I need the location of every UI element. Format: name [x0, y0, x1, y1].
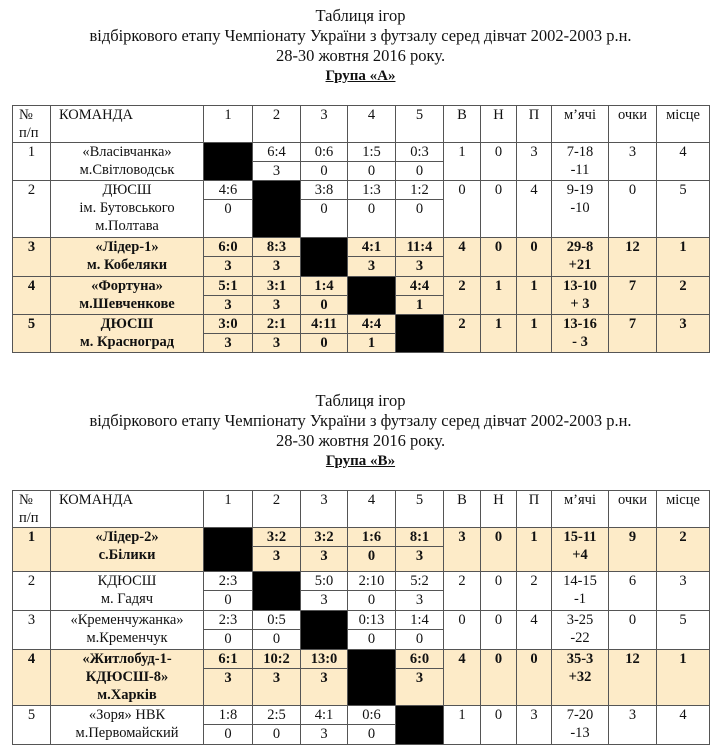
match-cell: [204, 650, 253, 706]
match-score: 0:6: [362, 707, 381, 723]
match-score: 0:3: [410, 144, 429, 160]
group-b-heading: [0, 391, 721, 471]
match-cell: [396, 181, 444, 238]
wins: 2: [444, 277, 481, 315]
match-score: 5:1: [218, 278, 238, 294]
match-points: 0: [253, 724, 300, 743]
row-number: 4: [13, 650, 51, 706]
header-vs-2: 2: [253, 491, 301, 528]
place: 2: [657, 277, 710, 315]
match-cell: [301, 706, 348, 745]
goal-difference: +4: [572, 547, 588, 563]
match-score: 0:13: [358, 612, 385, 628]
match-points: 0: [348, 724, 395, 743]
draws: 1: [481, 315, 517, 353]
goal-difference: -11: [570, 162, 590, 178]
match-cell: [253, 143, 301, 181]
match-points: 0: [204, 199, 252, 218]
match-points: 0: [348, 199, 395, 218]
header-number: № п/п: [13, 491, 51, 528]
goal-difference: +21: [568, 257, 592, 273]
match-points: 3: [204, 256, 252, 275]
team-row: [13, 143, 710, 181]
header-vs-4: 4: [348, 491, 396, 528]
match-score: 2:1: [266, 316, 287, 332]
row-number: 3: [13, 238, 51, 277]
goal-difference: -13: [570, 725, 590, 741]
losses: 2: [517, 572, 552, 611]
group-b-table: [12, 490, 710, 745]
match-cell: [301, 143, 348, 181]
match-score: 3:8: [314, 182, 334, 198]
match-cell: [396, 277, 444, 315]
goals-ratio: 13-16: [563, 316, 597, 332]
points: 3: [609, 143, 657, 181]
goals-ratio: 3-25: [566, 612, 594, 628]
goal-difference: -10: [570, 200, 590, 216]
match-points: 3: [396, 668, 443, 687]
team-name: КДЮСШ м. Гадяч: [51, 572, 204, 611]
match-score: 5:0: [314, 573, 334, 589]
match-cell: [348, 315, 396, 353]
header-place: місце: [657, 491, 710, 528]
points: 0: [609, 181, 657, 238]
place: 1: [657, 238, 710, 277]
points: 3: [609, 706, 657, 745]
points: 9: [609, 528, 657, 572]
wins: 1: [444, 706, 481, 745]
match-score: 4:6: [218, 182, 238, 198]
match-points: 0: [348, 546, 395, 565]
header-vs-4: 4: [348, 106, 396, 143]
match-cell: [396, 611, 444, 650]
self-match-cell: [396, 315, 444, 353]
match-cell: [204, 611, 253, 650]
match-score: 1:4: [410, 612, 429, 628]
match-cell: [396, 572, 444, 611]
heading-title: Таблиця ігор: [315, 6, 406, 25]
heading-dates: 28-30 жовтня 2016 року.: [275, 431, 446, 450]
match-points: 1: [348, 333, 395, 352]
goals: [552, 181, 609, 238]
team-row: [13, 528, 710, 572]
wins: 1: [444, 143, 481, 181]
place: 5: [657, 181, 710, 238]
match-points: 0: [301, 199, 347, 218]
team-row: [13, 315, 710, 353]
header-draws: Н: [481, 106, 517, 143]
match-score: 6:0: [409, 651, 430, 667]
row-number: 1: [13, 143, 51, 181]
row-number: 5: [13, 315, 51, 353]
match-points: 3: [301, 724, 347, 743]
match-cell: [253, 277, 301, 315]
team-row: [13, 611, 710, 650]
points: 12: [609, 238, 657, 277]
team-name: «Лідер-2» с.Білики: [51, 528, 204, 572]
match-cell: [348, 611, 396, 650]
row-number: 2: [13, 572, 51, 611]
match-cell: [301, 181, 348, 238]
team-row: [13, 277, 710, 315]
match-cell: [253, 528, 301, 572]
match-score: 1:2: [410, 182, 429, 198]
goals-ratio: 15-11: [563, 529, 597, 545]
match-points: 0: [253, 629, 300, 648]
draws: 0: [481, 528, 517, 572]
match-cell: [301, 572, 348, 611]
match-points: 0: [396, 199, 443, 218]
wins: 4: [444, 238, 481, 277]
losses: 1: [517, 528, 552, 572]
goal-difference: + 3: [570, 296, 590, 312]
wins: 2: [444, 572, 481, 611]
header-team: КОМАНДА: [51, 491, 204, 528]
match-cell: [253, 315, 301, 353]
heading-dates: 28-30 жовтня 2016 року.: [275, 46, 446, 65]
row-number: 3: [13, 611, 51, 650]
header-losses: П: [517, 106, 552, 143]
goals: [552, 315, 609, 353]
goals: [552, 528, 609, 572]
heading-subtitle: відбіркового етапу Чемпіонату України з футзалу серед дівчат 2002-2003 р.н.: [89, 26, 632, 45]
match-points: 3: [396, 590, 443, 609]
match-cell: [253, 238, 301, 277]
losses: 4: [517, 181, 552, 238]
group-label: Група «В»: [325, 453, 396, 469]
match-score: 3:1: [266, 278, 287, 294]
team-name: «Кременчужанка» м.Кременчук: [51, 611, 204, 650]
match-score: 0:6: [314, 144, 334, 160]
place: 3: [657, 572, 710, 611]
row-number: 4: [13, 277, 51, 315]
match-cell: [204, 572, 253, 611]
team-row: [13, 650, 710, 706]
match-cell: [204, 315, 253, 353]
header-number: № п/п: [13, 106, 51, 143]
header-vs-3: 3: [301, 106, 348, 143]
header-vs-3: 3: [301, 491, 348, 528]
team-name: «Фортуна» м.Шевченкове: [51, 277, 204, 315]
draws: 0: [481, 706, 517, 745]
self-match-cell: [348, 277, 396, 315]
match-score: 1:4: [314, 278, 334, 294]
match-cell: [396, 528, 444, 572]
match-score: 1:5: [362, 144, 381, 160]
goal-difference: -22: [570, 630, 590, 646]
goals: [552, 706, 609, 745]
match-cell: [204, 277, 253, 315]
match-points: 0: [204, 724, 252, 743]
match-score: 6:4: [267, 144, 286, 160]
match-points: 3: [204, 668, 252, 687]
match-score: 8:1: [409, 529, 430, 545]
wins: 0: [444, 611, 481, 650]
match-score: 2:3: [218, 573, 238, 589]
points: 12: [609, 650, 657, 706]
match-score: 3:2: [314, 529, 334, 545]
match-cell: [204, 181, 253, 238]
match-points: 3: [253, 161, 300, 180]
match-points: 0: [301, 295, 347, 314]
goals-ratio: 7-20: [566, 707, 594, 723]
team-row: [13, 181, 710, 238]
goals-ratio: 29-8: [566, 239, 594, 255]
match-score: 4:4: [409, 278, 430, 294]
match-score: 5:2: [410, 573, 429, 589]
match-points: 0: [204, 629, 252, 648]
wins: 0: [444, 181, 481, 238]
goal-difference: - 3: [572, 334, 588, 350]
match-cell: [301, 528, 348, 572]
team-name: ДЮСШ м. Красноград: [51, 315, 204, 353]
header-vs-2: 2: [253, 106, 301, 143]
match-points: 3: [301, 668, 347, 687]
match-cell: [348, 143, 396, 181]
place: 2: [657, 528, 710, 572]
losses: 1: [517, 315, 552, 353]
match-score: 4:11: [311, 316, 337, 332]
goal-difference: +32: [568, 669, 592, 685]
goals: [552, 277, 609, 315]
match-cell: [204, 238, 253, 277]
header-place: місце: [657, 106, 710, 143]
goals-ratio: 14-15: [563, 573, 597, 589]
header-row: [13, 106, 710, 143]
self-match-cell: [204, 528, 253, 572]
draws: 0: [481, 650, 517, 706]
draws: 1: [481, 277, 517, 315]
match-score: 0:5: [267, 612, 286, 628]
losses: 4: [517, 611, 552, 650]
match-points: 1: [396, 295, 443, 314]
match-points: 3: [253, 546, 300, 565]
match-score: 6:0: [218, 239, 238, 255]
match-cell: [301, 315, 348, 353]
match-points: 3: [253, 333, 300, 352]
self-match-cell: [204, 143, 253, 181]
match-cell: [348, 528, 396, 572]
place: 4: [657, 143, 710, 181]
match-points: 3: [253, 295, 300, 314]
match-score: 3:0: [218, 316, 238, 332]
match-cell: [348, 572, 396, 611]
match-score: 2:5: [267, 707, 286, 723]
header-goals: м’ячі: [552, 491, 609, 528]
group-a-heading: [0, 6, 721, 86]
match-points: 0: [396, 161, 443, 180]
wins: 3: [444, 528, 481, 572]
losses: 3: [517, 706, 552, 745]
match-score: 8:3: [266, 239, 287, 255]
self-match-cell: [348, 650, 396, 706]
match-score: 1:6: [361, 529, 382, 545]
row-number: 1: [13, 528, 51, 572]
match-points: 3: [253, 256, 300, 275]
match-points: 3: [301, 546, 347, 565]
team-name: «Лідер-1» м. Кобеляки: [51, 238, 204, 277]
header-wins: В: [444, 106, 481, 143]
draws: 0: [481, 143, 517, 181]
team-name: ДЮСШ ім. Бутовського м.Полтава: [51, 181, 204, 238]
team-name: «Власівчанка» м.Світловодськ: [51, 143, 204, 181]
losses: 0: [517, 238, 552, 277]
match-cell: [348, 238, 396, 277]
draws: 0: [481, 611, 517, 650]
match-points: 3: [204, 333, 252, 352]
match-cell: [396, 143, 444, 181]
team-row: [13, 238, 710, 277]
match-points: 0: [348, 161, 395, 180]
goals: [552, 650, 609, 706]
match-score: 1:3: [362, 182, 381, 198]
goals: [552, 572, 609, 611]
header-vs-1: 1: [204, 491, 253, 528]
draws: 0: [481, 181, 517, 238]
header-vs-5: 5: [396, 491, 444, 528]
losses: 3: [517, 143, 552, 181]
wins: 4: [444, 650, 481, 706]
match-score: 1:8: [218, 707, 238, 723]
self-match-cell: [301, 611, 348, 650]
header-row: [13, 491, 710, 528]
draws: 0: [481, 572, 517, 611]
goals: [552, 143, 609, 181]
match-cell: [253, 706, 301, 745]
match-score: 2:10: [358, 573, 385, 589]
match-points: 3: [348, 256, 395, 275]
match-cell: [396, 650, 444, 706]
header-goals: м’ячі: [552, 106, 609, 143]
match-cell: [301, 277, 348, 315]
place: 5: [657, 611, 710, 650]
place: 1: [657, 650, 710, 706]
match-score: 10:2: [263, 651, 290, 667]
self-match-cell: [396, 706, 444, 745]
match-score: 11:4: [406, 239, 433, 255]
points: 7: [609, 277, 657, 315]
goals: [552, 611, 609, 650]
match-points: 0: [348, 590, 395, 609]
goals: [552, 238, 609, 277]
match-cell: [348, 706, 396, 745]
match-score: 2:3: [218, 612, 238, 628]
self-match-cell: [253, 572, 301, 611]
match-points: 3: [396, 256, 443, 275]
header-vs-1: 1: [204, 106, 253, 143]
points: 7: [609, 315, 657, 353]
match-points: 0: [396, 629, 443, 648]
match-points: 0: [204, 590, 252, 609]
self-match-cell: [301, 238, 348, 277]
goals-ratio: 7-18: [566, 144, 594, 160]
losses: 1: [517, 277, 552, 315]
row-number: 2: [13, 181, 51, 238]
goals-ratio: 35-3: [566, 651, 594, 667]
goals-ratio: 13-10: [563, 278, 597, 294]
match-cell: [348, 181, 396, 238]
header-points: очки: [609, 106, 657, 143]
match-points: 3: [204, 295, 252, 314]
match-score: 13:0: [310, 651, 338, 667]
points: 6: [609, 572, 657, 611]
match-points: 3: [301, 590, 347, 609]
group-a-table: [12, 105, 710, 353]
team-row: [13, 572, 710, 611]
match-cell: [253, 611, 301, 650]
points: 0: [609, 611, 657, 650]
header-team: КОМАНДА: [51, 106, 204, 143]
match-points: 0: [301, 161, 347, 180]
match-points: 0: [301, 333, 347, 352]
match-points: 3: [396, 546, 443, 565]
match-points: 3: [253, 668, 300, 687]
place: 3: [657, 315, 710, 353]
place: 4: [657, 706, 710, 745]
match-cell: [204, 706, 253, 745]
header-vs-5: 5: [396, 106, 444, 143]
match-score: 4:1: [361, 239, 382, 255]
match-score: 3:2: [266, 529, 287, 545]
goal-difference: -1: [573, 591, 587, 607]
draws: 0: [481, 238, 517, 277]
match-cell: [253, 650, 301, 706]
group-label: Група «А»: [325, 68, 396, 84]
header-draws: Н: [481, 491, 517, 528]
losses: 0: [517, 650, 552, 706]
match-score: 6:1: [218, 651, 238, 667]
match-score: 4:1: [314, 707, 334, 723]
header-losses: П: [517, 491, 552, 528]
heading-subtitle: відбіркового етапу Чемпіонату України з футзалу серед дівчат 2002-2003 р.н.: [89, 411, 632, 430]
team-name: «Житлобуд-1- КДЮСШ-8» м.Харків: [51, 650, 204, 706]
match-points: 0: [348, 629, 395, 648]
header-points: очки: [609, 491, 657, 528]
match-score: 4:4: [361, 316, 382, 332]
team-row: [13, 706, 710, 745]
goals-ratio: 9-19: [566, 182, 594, 198]
self-match-cell: [253, 181, 301, 238]
match-cell: [396, 238, 444, 277]
wins: 2: [444, 315, 481, 353]
heading-title: Таблиця ігор: [315, 391, 406, 410]
header-wins: В: [444, 491, 481, 528]
match-cell: [301, 650, 348, 706]
team-name: «Зоря» НВК м.Первомайский: [51, 706, 204, 745]
row-number: 5: [13, 706, 51, 745]
